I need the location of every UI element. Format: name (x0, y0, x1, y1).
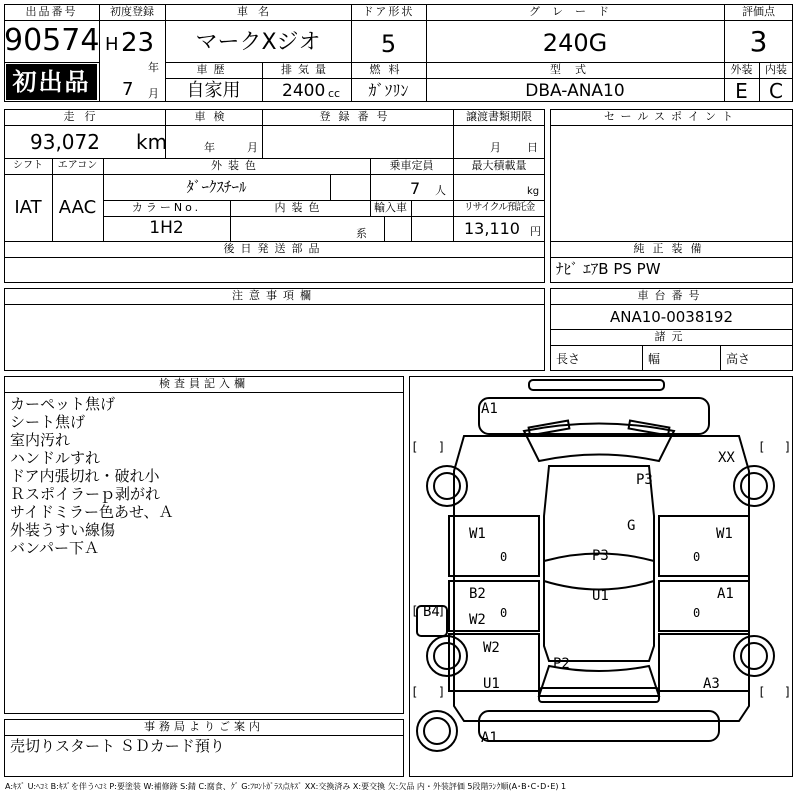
era: H (105, 34, 119, 55)
damage-mark: A1 (717, 586, 734, 602)
damage-mark: W1 (716, 526, 733, 542)
inspector-line: バンパー下Ａ (10, 539, 99, 557)
car-name: マークXジオ (195, 30, 321, 55)
ext-color-value: ﾀﾞｰｸｽﾁｰﾙ (186, 178, 247, 196)
chassis-label: 車台番号 (637, 289, 706, 302)
displacement-label: 排気量 (281, 63, 332, 76)
max-load-label: 最大積載量 (471, 159, 527, 172)
bracket: [ (758, 440, 766, 454)
bracket: [ (411, 685, 419, 699)
damage-mark: P2 (553, 656, 570, 672)
inspection-month-unit: 月 (247, 141, 258, 154)
fuel-label: 燃料 (369, 63, 408, 76)
damage-mark: A1 (481, 730, 498, 746)
color-no-value: 1H2 (149, 218, 184, 238)
aircon-value: AAC (58, 197, 97, 218)
door-handle-mark: 0 (500, 606, 508, 620)
shift-label: シフト (13, 160, 43, 171)
inspector-line: 外装うすい線傷 (10, 521, 116, 539)
score-value: 3 (749, 25, 768, 58)
capacity-value: 7 (410, 179, 421, 198)
damage-mark: B4 (423, 604, 440, 620)
car-diagram-outline (409, 376, 793, 777)
model-value: DBA-ANA10 (525, 81, 625, 101)
month-unit: 月 (148, 87, 159, 100)
transfer-label: 譲渡書類期限 (466, 110, 532, 123)
office-text: 売切りスタート ＳＤカード預り (10, 737, 225, 755)
inspector-line: Ｒスポイラーｐ剥がれ (10, 485, 161, 503)
office-title: 事務局よりご案内 (144, 720, 264, 733)
mileage-unit: km (136, 130, 168, 154)
bracket: [ (411, 604, 419, 618)
first-listing-text: 初出品 (12, 68, 91, 96)
reg-month: 7 (122, 79, 134, 100)
aircon-label: エアコン (57, 160, 98, 171)
int-color-unit: 系 (356, 227, 367, 240)
lot-number: 90574 (4, 23, 100, 58)
history-value: 自家用 (186, 80, 241, 101)
capacity-unit: 人 (435, 184, 446, 197)
year-unit: 年 (148, 61, 159, 74)
int-color-label: 内装色 (274, 201, 326, 214)
grade-label: グレード (529, 5, 621, 18)
equipment-label: 純正装備 (633, 242, 710, 255)
shift-value: IAT (14, 197, 42, 218)
bracket: ] (438, 685, 446, 699)
equipment-value: ﾅﾋﾞ ｴｱB PS PW (556, 260, 661, 278)
damage-mark: A1 (481, 401, 498, 417)
fuel-value: ｶﾞｿﾘﾝ (368, 81, 409, 100)
bracket: ] (438, 604, 446, 618)
recycle-label: リサイクル預託金 (463, 202, 535, 213)
damage-mark: U1 (592, 588, 609, 604)
exterior-grade: E (735, 79, 748, 103)
recycle-unit: 円 (530, 225, 541, 238)
width-label: 幅 (648, 352, 661, 366)
car-name-label: 車名 (237, 5, 279, 18)
bracket: [ (411, 440, 419, 454)
damage-mark: U1 (483, 676, 500, 692)
inspector-line: サイドミラー色あせ、Ａ (10, 503, 174, 521)
model-label: 型式 (550, 63, 600, 76)
door-handle-mark: 0 (693, 606, 701, 620)
bracket: ] (784, 440, 792, 454)
inspector-line: 室内汚れ (10, 431, 71, 449)
dims-label: 諸元 (654, 330, 689, 343)
first-reg-label: 初度登録 (110, 5, 154, 18)
reg-year: 23 (121, 28, 155, 58)
inspector-lines (10, 395, 174, 557)
inspector-line: ハンドルすれ (10, 449, 101, 467)
bracket: ] (438, 440, 446, 454)
damage-mark: W2 (469, 612, 486, 628)
bracket: ] (784, 685, 792, 699)
max-load-unit: kg (527, 186, 540, 197)
door-value: 5 (380, 30, 397, 58)
capacity-label: 乗車定員 (389, 159, 434, 172)
legend-text: A:ｷｽﾞ U:ﾍｺﾐ B:ｷｽﾞを伴うﾍｺﾐ P:要塗装 W:補修跡 S:錆 C:腐食、ｸﾞ G:ﾌﾛﾝﾄｶﾞﾗｽ点ｷｽﾞ XX:交換済み X:要交換 欠:欠品 内・外装評価 5段階ﾗﾝｸ順(A･B･C･D･E) 1 (5, 782, 567, 791)
score-label: 評価点 (742, 5, 775, 18)
recycle-value: 13,110 (464, 219, 520, 238)
damage-mark: B2 (469, 586, 486, 602)
later-parts-label: 後日発送部品 (223, 242, 326, 255)
damage-mark: A3 (703, 676, 720, 692)
chassis-value: ANA10-0038192 (609, 308, 734, 326)
inspector-line: カーペット焦げ (10, 395, 116, 413)
damage-mark: G (627, 518, 636, 534)
lot-label: 出品番号 (25, 5, 78, 18)
displacement-unit: cc (328, 87, 341, 100)
interior-grade: C (769, 79, 783, 103)
damage-mark: P3 (592, 548, 609, 564)
notes-label: 注意事項欄 (232, 289, 317, 302)
bracket: [ (758, 685, 766, 699)
damage-mark: P3 (636, 472, 653, 488)
door-handle-mark: 0 (500, 550, 508, 564)
damage-mark: W2 (483, 640, 500, 656)
color-no-label: カラーNo. (131, 201, 202, 214)
displacement-value: 2400 (282, 81, 326, 101)
grade-value: 240G (542, 29, 608, 57)
damage-mark: W1 (469, 526, 486, 542)
door-handle-mark: 0 (693, 550, 701, 564)
interior-label: 内装 (765, 63, 787, 76)
ext-color-label: 外装色 (211, 159, 262, 172)
inspector-title: 検査員記入欄 (159, 377, 249, 390)
import-label: 輸入車 (374, 201, 407, 214)
inspection-label: 車検 (194, 110, 233, 123)
door-label: ドア形状 (362, 5, 415, 18)
transfer-day-unit: 日 (527, 141, 538, 154)
sales-points-label: セールスポイント (603, 110, 739, 123)
mileage-label: 走行 (63, 110, 106, 123)
mileage-value: 93,072 (30, 130, 100, 154)
inspector-line: ドア内張切れ・破れ小 (10, 467, 160, 485)
inspection-year-unit: 年 (204, 141, 215, 154)
history-label: 車歴 (196, 63, 231, 76)
transfer-month-unit: 月 (490, 141, 501, 154)
inspector-line: シート焦げ (10, 413, 86, 431)
registration-label: 登録番号 (319, 110, 396, 123)
damage-mark: XX (718, 450, 735, 466)
length-label: 長さ (556, 352, 581, 366)
exterior-label: 外装 (730, 63, 753, 76)
height-label: 高さ (726, 352, 751, 366)
